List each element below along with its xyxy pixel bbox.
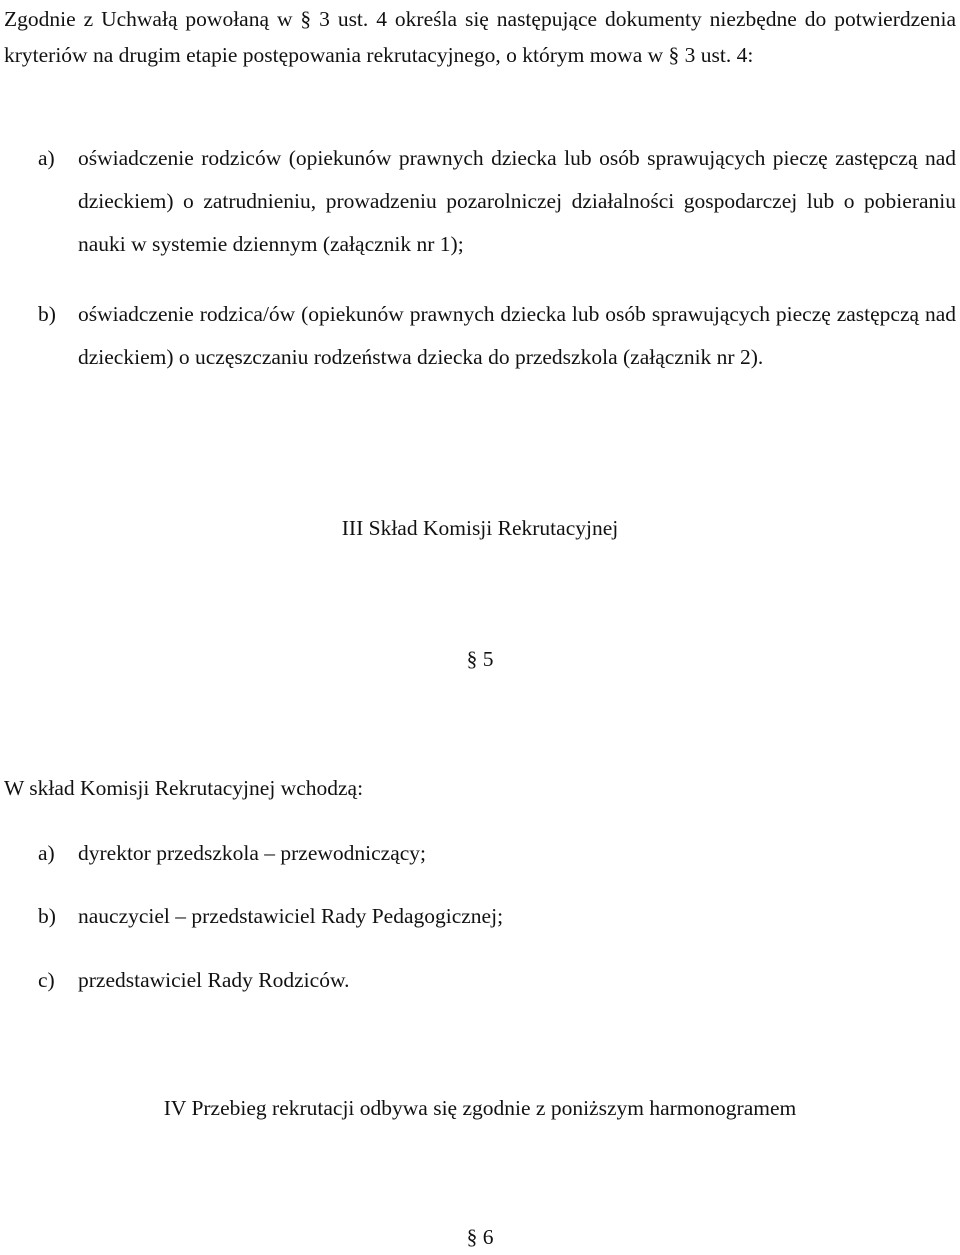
committee-member-a xyxy=(38,832,956,875)
committee-member-b xyxy=(38,895,956,938)
document-item-a xyxy=(38,137,956,266)
list-marker: a) xyxy=(38,841,55,865)
list-marker: a) xyxy=(38,146,55,170)
list-marker: b) xyxy=(38,904,56,928)
intro-paragraph: Zgodnie z Uchwałą powołaną w § 3 ust. 4 określa się następujące dokumenty niezbędne do potwierdzenia kryteriów na drugim etapie postępowania rekrutacyjnego, o którym mowa w § 3 ust. 4: xyxy=(4,7,956,67)
committee-intro-sentence: W skład Komisji Rekrutacyjnej wchodzą: xyxy=(4,776,364,800)
list-item-text: nauczyciel – przedstawiciel Rady Pedagogicznej; xyxy=(78,904,504,928)
paragraph-number-5: § 5 xyxy=(466,647,494,671)
list-item-text: dyrektor przedszkola – przewodniczący; xyxy=(78,841,427,865)
section-heading-iv: IV Przebieg rekrutacji odbywa się zgodnie z poniższym harmonogramem xyxy=(163,1096,797,1120)
list-item-text: przedstawiciel Rady Rodziców. xyxy=(78,968,350,992)
document-item-b xyxy=(38,293,956,379)
section-heading-iii: III Skład Komisji Rekrutacyjnej xyxy=(341,516,619,540)
list-item-text: oświadczenie rodzica/ów (opiekunów prawnych dziecka lub osób sprawujących pieczę zastępczą nad dzieckiem) o uczęszczaniu rodzeństwa dziecka do przedszkola (załącznik nr 2). xyxy=(78,302,956,369)
list-marker: b) xyxy=(38,302,56,326)
committee-member-c xyxy=(38,959,956,1002)
list-marker: c) xyxy=(38,968,55,992)
paragraph-number-6: § 6 xyxy=(466,1225,494,1249)
list-item-text: oświadczenie rodziców (opiekunów prawnych dziecka lub osób sprawujących pieczę zastępczą nad dzieckiem) o zatrudnieniu, prowadzeniu pozarolniczej działalności gospodarczej lub o pobieraniu nauki w systemie dziennym (załącznik nr 1); xyxy=(78,146,956,256)
